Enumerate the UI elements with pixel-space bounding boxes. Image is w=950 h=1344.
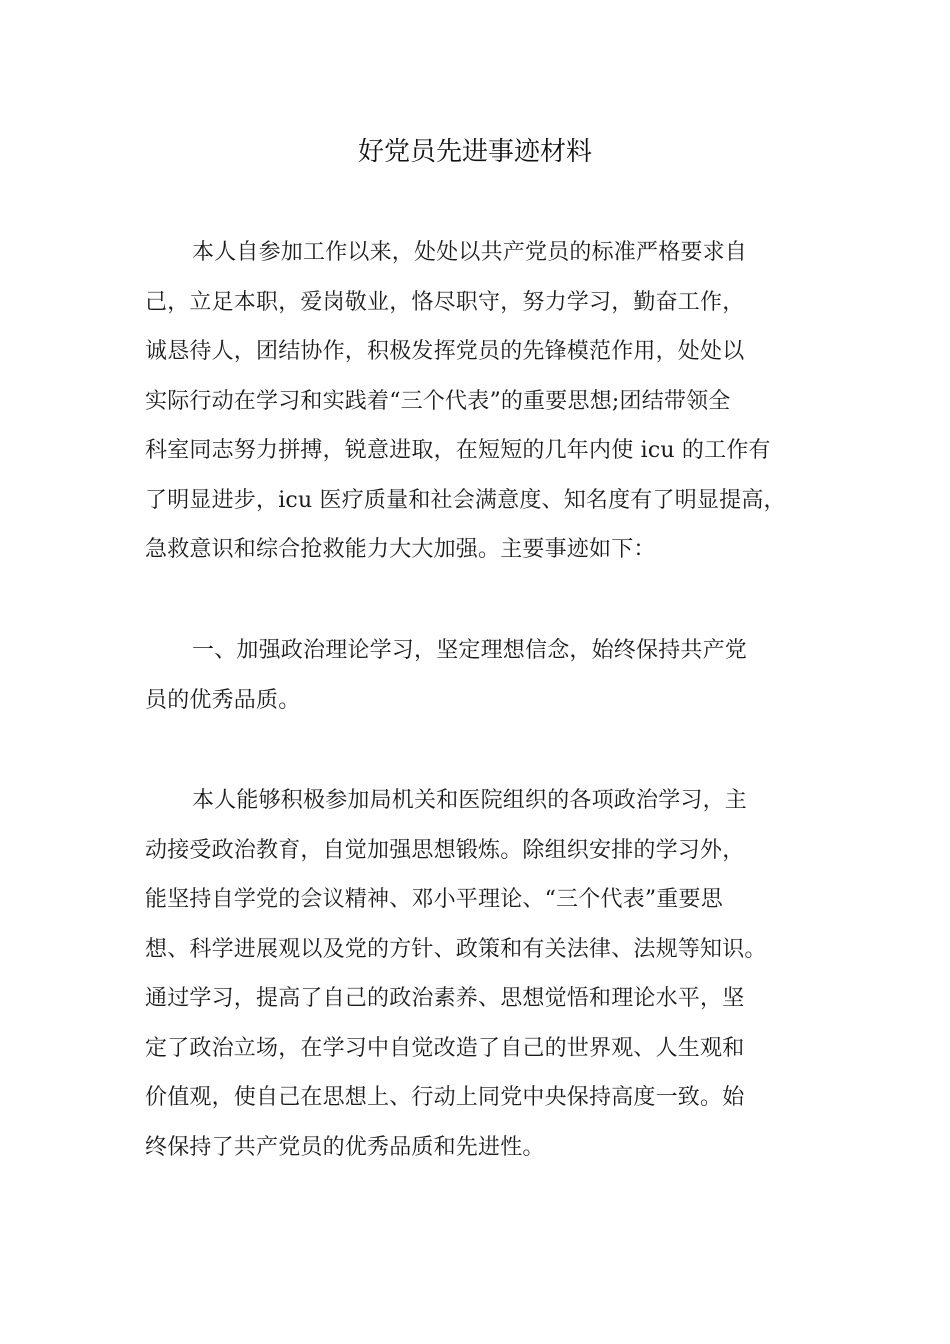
paragraph-line: 定了政治立场，在学习中自觉改造了自己的世界观、人生观和 <box>145 1035 745 1061</box>
paragraph-line: 想、科学进展观以及党的方针、政策和有关法律、法规等知识。 <box>145 936 767 962</box>
paragraph-line: 员的优秀品质。 <box>145 687 301 713</box>
paragraph-line: 实际行动在学习和实践着“三个代表”的重要思想;团结带领全 <box>145 388 731 414</box>
paragraph-intro <box>145 228 835 575</box>
paragraph-line: 本人能够积极参加局机关和医院组织的各项政治学习，主 <box>192 788 748 813</box>
paragraph-section-1-body <box>145 776 835 1172</box>
paragraph-line: 科室同志努力拼搏，锐意进取，在短短的几年内使 icu 的工作有 <box>145 438 771 463</box>
paragraph-line: 一、加强政治理论学习，坚定理想信念，始终保持共产党 <box>192 638 748 663</box>
paragraph-line: 诚恳待人，团结协作，积极发挥党员的先锋模范作用，处处以 <box>145 339 745 364</box>
paragraph-line: 价值观，使自己在思想上、行动上同党中央保持高度一致。始 <box>145 1085 745 1110</box>
paragraph-line: 通过学习，提高了自己的政治素养、思想觉悟和理论水平，坚 <box>145 986 745 1011</box>
paragraph-line: 终保持了共产党员的优秀品质和先进性。 <box>145 1134 545 1160</box>
paragraph-line: 能坚持自学党的会议精神、邓小平理论、“三个代表”重要思 <box>145 887 723 912</box>
paragraph-line: 己，立足本职，爱岗敬业，恪尽职守，努力学习，勤奋工作， <box>145 289 745 315</box>
paragraph-line: 动接受政治教育，自觉加强思想锻炼。除组织安排的学习外， <box>145 837 745 863</box>
paragraph-line: 急救意识和综合抢救能力大大加强。主要事迹如下： <box>145 537 656 562</box>
document-title: 好党员先进事迹材料 <box>357 137 592 167</box>
paragraph-line: 了明显进步，icu 医疗质量和社会满意度、知名度有了明显提高， <box>145 487 786 513</box>
section-heading-1 <box>145 626 835 725</box>
paragraph-line: 本人自参加工作以来，处处以共产党员的标准严格要求自 <box>192 240 748 265</box>
